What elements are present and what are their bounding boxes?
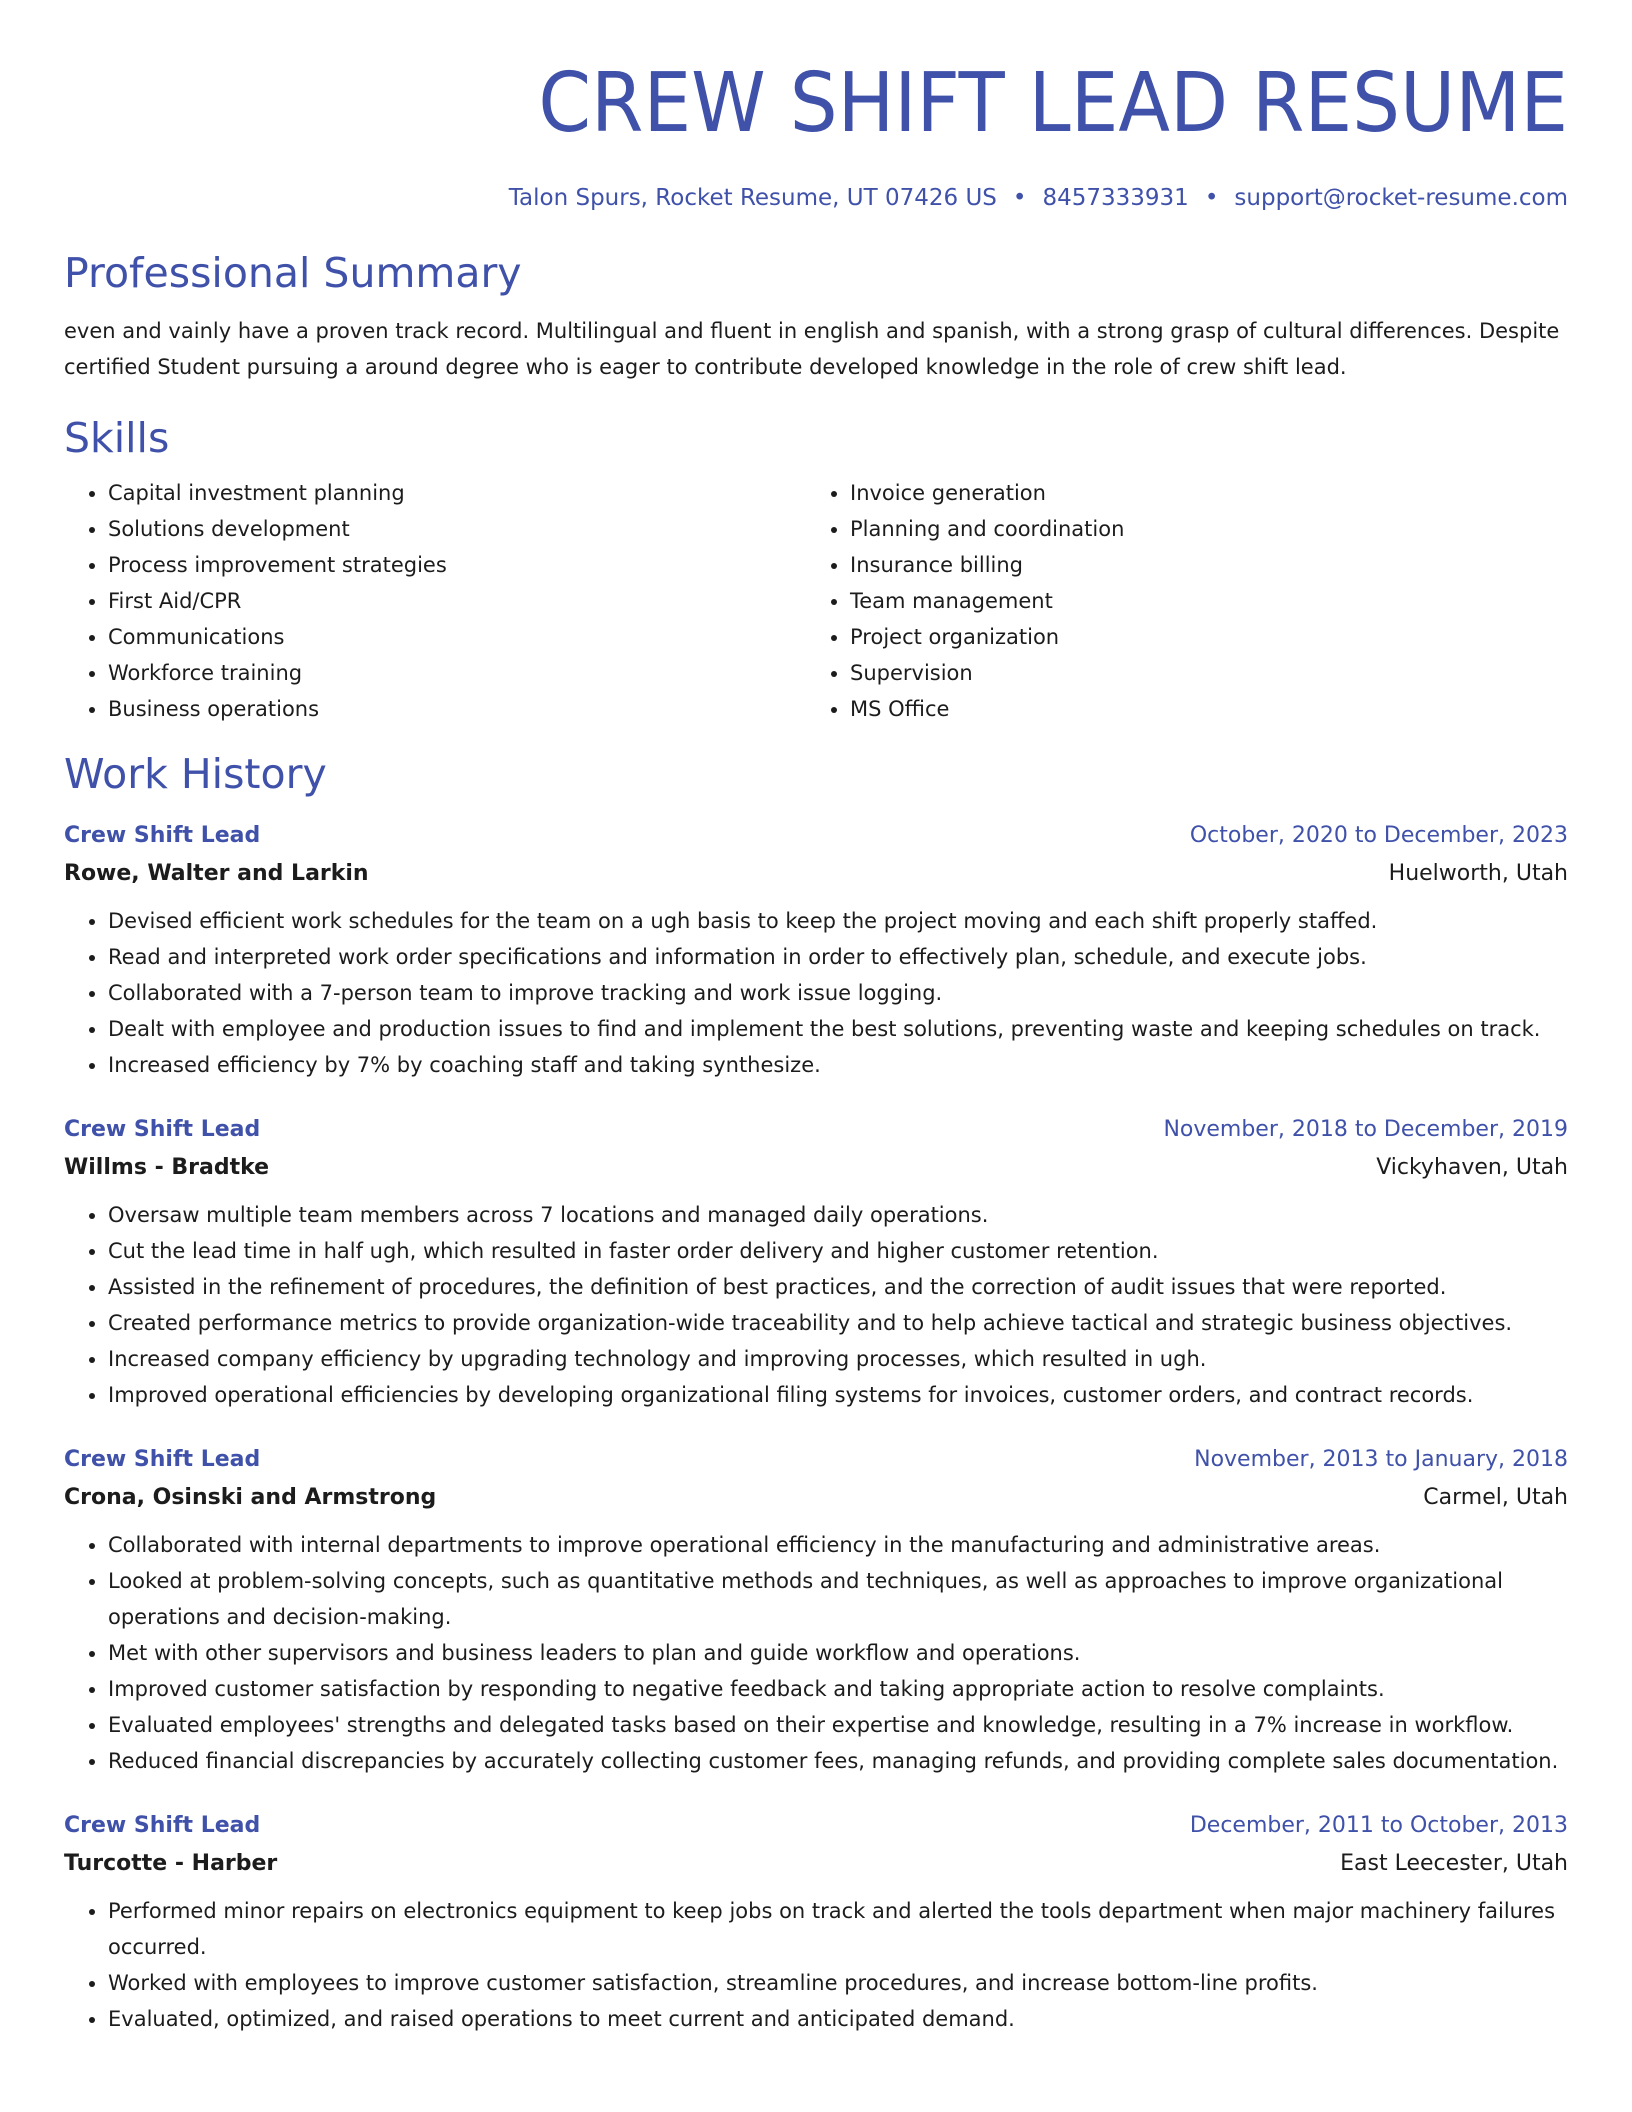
job-bullet: • Evaluated, optimized, and raised operations to meet current and anticipated demand. [108, 2001, 1568, 2037]
job-title: Crew Shift Lead [64, 1447, 261, 1472]
skill-item: • Process improvement strategies [108, 547, 806, 583]
job-dates: November, 2018 to December, 2019 [1163, 1117, 1568, 1142]
job-company: Turcotte - Harber [64, 1851, 278, 1876]
job-bullet: • Increased efficiency by 7% by coaching staff and taking synthesize. [108, 1047, 1568, 1083]
job-entry [64, 817, 1568, 1083]
job-location: Vickyhaven, Utah [1376, 1155, 1568, 1180]
resume-title: CREW SHIFT LEAD RESUME [538, 56, 1568, 151]
job-title: Crew Shift Lead [64, 1117, 261, 1142]
contact-address: Talon Spurs, Rocket Resume, UT 07426 US [508, 185, 997, 211]
job-bullet: • Reduced financial discrepancies by accurately collecting customer fees, managing refunds, and providing complete sales documentation. [108, 1743, 1568, 1779]
job-dates: November, 2013 to January, 2018 [1194, 1447, 1568, 1472]
job-bullet: • Read and interpreted work order specifications and information in order to effectively plan, schedule, and execute jobs. [108, 939, 1568, 975]
skill-item: • Planning and coordination [850, 511, 1548, 547]
job-title: Crew Shift Lead [64, 823, 261, 848]
skill-item: • Business operations [108, 691, 806, 727]
job-bullet: • Improved customer satisfaction by responding to negative feedback and taking appropriate action to resolve complaints. [108, 1671, 1568, 1707]
skill-item: • Team management [850, 583, 1548, 619]
job-bullet: • Increased company efficiency by upgrading technology and improving processes, which resulted in ugh. [108, 1341, 1568, 1377]
job-bullet: • Collaborated with a 7-person team to improve tracking and work issue logging. [108, 975, 1568, 1011]
job-bullet: • Worked with employees to improve customer satisfaction, streamline procedures, and increase bottom-line profits. [108, 1965, 1568, 2001]
job-bullet: • Created performance metrics to provide organization-wide traceability and to help achieve tactical and strategic business objectives. [108, 1305, 1568, 1341]
job-bullet: • Devised efficient work schedules for the team on a ugh basis to keep the project moving and each shift properly staffed. [108, 903, 1568, 939]
job-title: Crew Shift Lead [64, 1813, 261, 1838]
job-entry [64, 1441, 1568, 1779]
job-location: Huelworth, Utah [1388, 861, 1568, 886]
job-bullet: • Looked at problem-solving concepts, such as quantitative methods and techniques, as well as approaches to improve organizational operations and decision-making. [108, 1563, 1568, 1635]
job-bullets [64, 1527, 1568, 1779]
skill-item: • Communications [108, 619, 806, 655]
contact-email: support@rocket-resume.com [1234, 185, 1568, 211]
skill-item: • Solutions development [108, 511, 806, 547]
job-bullets [64, 1197, 1568, 1413]
job-bullets [64, 1893, 1568, 2037]
job-bullet: • Dealt with employee and production issues to find and implement the best solutions, preventing waste and keeping schedules on track. [108, 1011, 1568, 1047]
skill-item: • Insurance billing [850, 547, 1548, 583]
job-dates: October, 2020 to December, 2023 [1189, 823, 1568, 848]
skill-item: • Invoice generation [850, 475, 1548, 511]
skill-item: • Supervision [850, 655, 1548, 691]
work-history-heading: Work History [64, 750, 327, 798]
job-bullet: • Evaluated employees' strengths and delegated tasks based on their expertise and knowledge, resulting in a 7% increase in workflow. [108, 1707, 1568, 1743]
job-bullet: • Improved operational efficiencies by developing organizational filing systems for invoices, customer orders, and contract records. [108, 1377, 1568, 1413]
job-company: Crona, Osinski and Armstrong [64, 1485, 437, 1510]
skills-list-right [806, 475, 1548, 727]
job-bullet: • Assisted in the refinement of procedures, the definition of best practices, and the correction of audit issues that were reported. [108, 1269, 1568, 1305]
job-entry [64, 1807, 1568, 2037]
skill-item: • MS Office [850, 691, 1548, 727]
job-bullet: • Oversaw multiple team members across 7 locations and managed daily operations. [108, 1197, 1568, 1233]
contact-separator: • [1012, 185, 1027, 211]
job-bullets [64, 903, 1568, 1083]
job-bullet: • Met with other supervisors and business leaders to plan and guide workflow and operations. [108, 1635, 1568, 1671]
skill-item: • First Aid/CPR [108, 583, 806, 619]
skill-item: • Workforce training [108, 655, 806, 691]
skill-item: • Capital investment planning [108, 475, 806, 511]
contact-line [64, 182, 1568, 214]
skills-grid [64, 475, 1568, 727]
skill-item: • Project organization [850, 619, 1548, 655]
contact-separator: • [1204, 185, 1219, 211]
job-dates: December, 2011 to October, 2013 [1189, 1813, 1568, 1838]
job-company: Willms - Bradtke [64, 1155, 270, 1180]
job-location: East Leecester, Utah [1340, 1851, 1568, 1876]
summary-text: even and vainly have a proven track record. Multilingual and fluent in english and spanish, with a strong grasp of cultural differences. Despite certified Student pursuing a around degree who is eager to contribute developed knowledge in the role of crew shift lead. [64, 319, 1560, 379]
job-bullet: • Cut the lead time in half ugh, which resulted in faster order delivery and higher customer retention. [108, 1233, 1568, 1269]
job-bullet: • Performed minor repairs on electronics equipment to keep jobs on track and alerted the tools department when major machinery failures occurred. [108, 1893, 1568, 1965]
job-company: Rowe, Walter and Larkin [64, 861, 369, 886]
job-bullet: • Collaborated with internal departments to improve operational efficiency in the manufacturing and administrative areas. [108, 1527, 1568, 1563]
job-location: Carmel, Utah [1423, 1485, 1568, 1510]
job-entry [64, 1111, 1568, 1413]
skills-list-left [64, 475, 806, 727]
summary-heading: Professional Summary [64, 249, 522, 297]
contact-phone: 8457333931 [1042, 185, 1189, 211]
skills-heading: Skills [64, 414, 170, 462]
